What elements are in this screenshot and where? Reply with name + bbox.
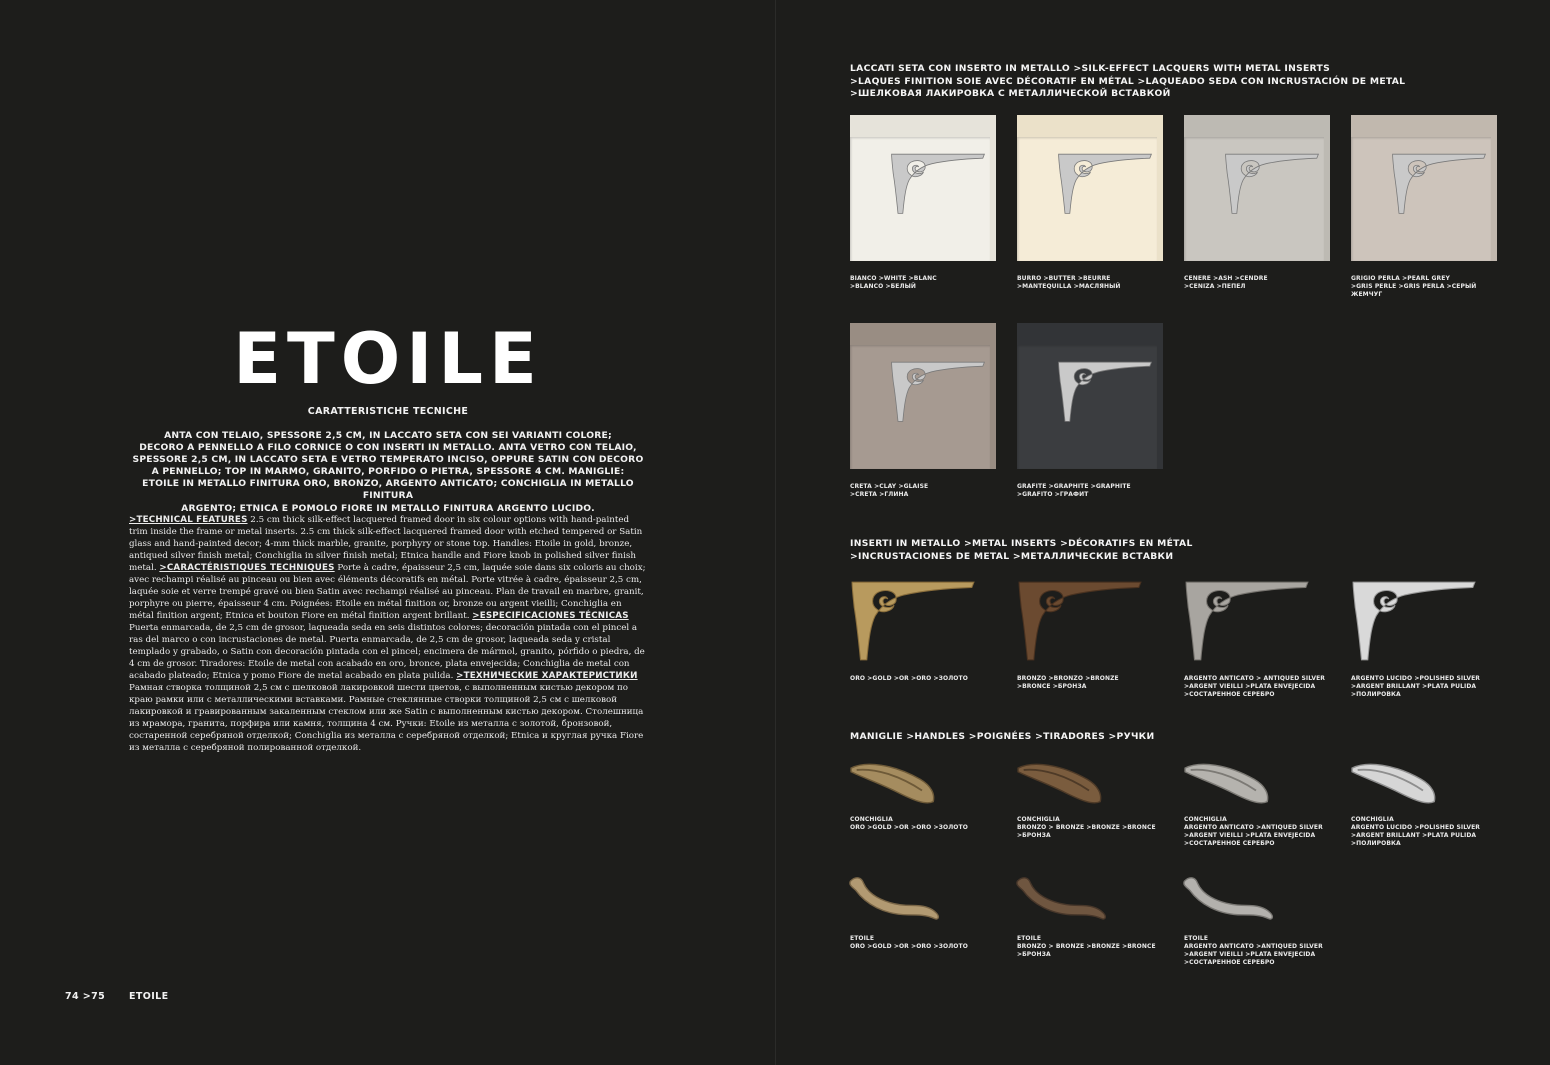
etoile-caption-line: ETOILE: [850, 935, 875, 942]
page-title: ETOILE: [233, 318, 543, 400]
es-text: Puerta enmarcada, de 2,5 cm de grosor, laqueada seda en seis distintos colores; decoración pintada con el pincel a ras del marco o con incrustaciones de metal. Puerta enmarcada, de 2,5 cm de grosor, laqueada seda y cristal templado y grabado, o Satin con decoración pintada con el pincel; encimera de mármol, granito, pórfido o piedra, de 4 cm de grosor. Tiradores: Etoile de metal con acabado en oro, bronce, plata envejecida; Conchiglia de metal con acabado plateado; Etnica y pomo Fiore de metal acabado en plata pulida.: [129, 623, 645, 681]
en-header: >TECHNICAL FEATURES: [129, 515, 248, 525]
conchiglia-handle-icon: [1013, 755, 1123, 815]
lacquer-caption-line: BIANCO >WHITE >BLANC: [850, 275, 937, 282]
etoile-caption-line: >СОСТАРЕННОЕ СЕРЕБРО: [1184, 959, 1275, 966]
lacquer-caption: [850, 275, 937, 291]
etoile-caption-line: >ARGENT VIEILLI >PLATA ENVEJECIDA: [1184, 951, 1316, 958]
insert-caption-line: BRONZO >BRONZO >BRONZE: [1017, 675, 1119, 682]
conchiglia-caption-line: CONCHIGLIA: [1184, 816, 1227, 823]
insert-caption-line: ARGENTO LUCIDO >POLISHED SILVER: [1351, 675, 1480, 682]
running-title: ETOILE: [129, 991, 169, 1002]
lacquer-caption-line: CENERE >ASH >CENDRE: [1184, 275, 1268, 282]
lacquer-caption-line: >GRAFITO >ГРАФИТ: [1017, 491, 1089, 498]
insert-caption: [850, 675, 968, 683]
conchiglia-caption: [850, 816, 968, 832]
intro-line: A PENNELLO; TOP IN MARMO, GRANITO, PORFIDO O PIETRA, SPESSORE 4 CM. MANIGLIE:: [151, 466, 625, 478]
lacquer-caption-line: >BLANCO >БЕЛЫЙ: [850, 283, 917, 290]
etoile-caption-line: >БРОНЗА: [1017, 951, 1051, 958]
etoile-handle-icon: [1013, 870, 1123, 930]
lacquers-title-line: >ШЕЛКОВАЯ ЛАКИРОВКА С МЕТАЛЛИЧЕСКОЙ ВСТАВКОЙ: [850, 88, 1171, 99]
door-frame-top: [850, 323, 996, 345]
conchiglia-caption: [1184, 816, 1323, 848]
en-text: 2.5 cm thick silk-effect lacquered framed door in six colour options with hand-painted trim inside the frame or metal inserts. 2.5 cm thick silk-effect lacquered framed door with etched tempered or Satin glass and hand-painted decor; 4-mm thick marble, granite, porphyry or stone top. Handles: Etoile in gold, bronze, antiqued silver finish metal; Conchiglia in silver finish metal; Etnica handle and Fiore knob in polished silver finish metal.: [129, 515, 643, 573]
metal-insert-icon: [1351, 578, 1481, 668]
es-header: >ESPECIFICACIONES TÉCNICAS: [472, 611, 629, 621]
conchiglia-caption-line: >ARGENT VIEILLI >PLATA ENVEJECIDA: [1184, 832, 1316, 839]
etoile-caption: [1184, 935, 1323, 967]
ru-header: >ТЕХНИЧЕСКИЕ ХАРАКТЕРИСТИКИ: [456, 671, 638, 681]
lacquer-caption-line: >CRETA >ГЛИНА: [850, 491, 909, 498]
metal-ornament-icon: [1057, 359, 1137, 439]
lacquer-swatch: [1184, 115, 1330, 261]
lacquer-caption-line: GRAFITE >GRAPHITE >GRAPHITE: [1017, 483, 1131, 490]
conchiglia-caption-line: BRONZO > BRONZE >BRONZE >BRONCE: [1017, 824, 1156, 831]
door-frame-top: [1017, 323, 1163, 345]
conchiglia-caption-line: >ARGENT BRILLANT >PLATA PULIDA: [1351, 832, 1477, 839]
lacquer-caption-line: ЖЕМЧУГ: [1351, 291, 1383, 298]
metal-insert-icon: [850, 578, 980, 668]
lacquer-swatch: [850, 323, 996, 469]
conchiglia-caption: [1351, 816, 1480, 848]
lacquer-caption-line: BURRO >BUTTER >BEURRE: [1017, 275, 1111, 282]
inserts-title-line: >INCRUSTACIONES DE METAL >МЕТАЛЛИЧЕСКИЕ ВСТАВКИ: [850, 550, 1174, 562]
insert-caption-line: >СОСТАРЕННОЕ СЕРЕБРО: [1184, 691, 1275, 698]
intro-line: DECORO A PENNELLO A FILO CORNICE O CON INSERTI IN METALLO. ANTA VETRO CON TELAIO,: [139, 442, 637, 454]
multilingual-body: [129, 514, 647, 754]
insert-caption-line: >BRONCE >БРОНЗА: [1017, 683, 1087, 690]
conchiglia-caption-line: CONCHIGLIA: [1351, 816, 1394, 823]
door-frame-top: [1017, 115, 1163, 137]
door-frame-top: [850, 115, 996, 137]
lacquer-caption-line: >MANTEQUILLA >МАСЛЯНЫЙ: [1017, 283, 1121, 290]
etoile-handle-icon: [1180, 870, 1290, 930]
lacquer-swatch: [850, 115, 996, 261]
intro-line: ETOILE IN METALLO FINITURA ORO, BRONZO, ARGENTO ANTICATO; CONCHIGLIA IN METALLO FINITURA: [142, 478, 634, 502]
conchiglia-handle-icon: [1180, 755, 1290, 815]
lacquer-caption: [1017, 483, 1131, 499]
metal-ornament-icon: [1057, 151, 1137, 231]
door-frame-top: [1184, 115, 1330, 137]
conchiglia-caption-line: ARGENTO LUCIDO >POLISHED SILVER: [1351, 824, 1480, 831]
etoile-caption: [850, 935, 968, 951]
etoile-caption-line: ARGENTO ANTICATO >ANTIQUED SILVER: [1184, 943, 1323, 950]
insert-caption-line: ORO >GOLD >OR >ORO >ЗОЛОТО: [850, 675, 968, 682]
lacquer-caption: [1017, 275, 1121, 291]
handles-title: MANIGLIE >HANDLES >POIGNÉES >TIRADORES >РУЧКИ: [850, 731, 1155, 742]
lacquers-title-line: >LAQUES FINITION SOIE AVEC DÉCORATIF EN MÉTAL >LAQUEADO SEDA CON INCRUSTACIÓN DE METAL: [850, 75, 1406, 87]
conchiglia-caption-line: ORO >GOLD >OR >ORO >ЗОЛОТО: [850, 824, 968, 831]
conchiglia-caption-line: CONCHIGLIA: [850, 816, 893, 823]
lacquers-title-line: LACCATI SETA CON INSERTO IN METALLO >SILK-EFFECT LACQUERS WITH METAL INSERTS: [850, 63, 1331, 74]
lacquer-swatch: [1351, 115, 1497, 261]
intro-line: ARGENTO; ETNICA E POMOLO FIORE IN METALLO FINITURA ARGENTO LUCIDO.: [181, 502, 595, 514]
inserts-title: [850, 538, 1193, 563]
lacquers-title: [850, 63, 1405, 101]
lacquer-caption: [1184, 275, 1268, 291]
conchiglia-caption-line: >СОСТАРЕННОЕ СЕРЕБРО: [1184, 840, 1275, 847]
inserts-title-line: INSERTI IN METALLO >METAL INSERTS >DÉCORATIFS EN MÉTAL: [850, 538, 1193, 549]
lacquer-caption-line: CRETA >CLAY >GLAISE: [850, 483, 929, 490]
page-numbers: 74 >75: [65, 991, 106, 1002]
etoile-caption-line: BRONZO > BRONZE >BRONZE >BRONCE: [1017, 943, 1156, 950]
etoile-caption-line: ETOILE: [1017, 935, 1042, 942]
etoile-caption: [1017, 935, 1156, 959]
conchiglia-caption-line: ARGENTO ANTICATO >ANTIQUED SILVER: [1184, 824, 1323, 831]
insert-caption-line: >ARGENT VIEILLI >PLATA ENVEJECIDA: [1184, 683, 1316, 690]
metal-insert-icon: [1017, 578, 1147, 668]
lacquer-caption: [1351, 275, 1476, 299]
conchiglia-caption-line: CONCHIGLIA: [1017, 816, 1060, 823]
insert-caption-line: ARGENTO ANTICATO > ANTIQUED SILVER: [1184, 675, 1326, 682]
conchiglia-caption: [1017, 816, 1156, 840]
intro-line: SPESSORE 2,5 CM, IN LACCATO SETA E VETRO TEMPERATO INCISO, OPPURE SATIN CON DECORO: [132, 454, 644, 466]
metal-ornament-icon: [1224, 151, 1304, 231]
insert-caption: [1184, 675, 1325, 699]
etoile-caption-line: ETOILE: [1184, 935, 1209, 942]
door-frame-top: [1351, 115, 1497, 137]
lacquer-caption-line: >GRIS PERLE >GRIS PERLA >СЕРЫЙ: [1351, 283, 1477, 290]
metal-ornament-icon: [890, 359, 970, 439]
metal-insert-icon: [1184, 578, 1314, 668]
conchiglia-caption-line: >БРОНЗА: [1017, 832, 1051, 839]
ru-text: Рамная створка толщиной 2,5 см с шелковой лакировкой шести цветов, с выполненным кистью декором по краю рамки или с металлическими вставками. Рамные стеклянные створки толщиной 2,5 см с шелковой лакировкой и гравированным закаленным стеклом или же Satin с выполненным кистью декором. Столешница из мрамора, гранита, порфира или камня, толщина 4 см. Ручки: Etoile из металла с золотой, бронзовой, состаренной серебряной отделкой; Conchiglia из металла с серебряной отделкой; Etnica и круглая ручка Fiore из металла с серебряной полированной отделкой.: [129, 683, 644, 753]
insert-caption-line: >ARGENT BRILLANT >PLATA PULIDA: [1351, 683, 1477, 690]
conchiglia-handle-icon: [846, 755, 956, 815]
intro-text: [130, 430, 646, 515]
etoile-caption-line: ORO >GOLD >OR >ORO >ЗОЛОТО: [850, 943, 968, 950]
right-page: [776, 0, 1550, 1065]
fr-text: Porte à cadre, épaisseur 2,5 cm, laquée soie dans six coloris au choix; avec rechampi réalisé au pinceau ou bien avec éléments décoratifs en métal. Porte vitrée à cadre, épaisseur 2,5 cm, laquée soie et verre trempé gravé ou bien Satin avec rechampi réalisé au pinceau. Plan de travail en marbre, granit, porphyre ou pierre, épaisseur 4 cm. Poignées: Etoile en métal finition or, bronze ou argent vieilli; Conchiglia en métal finition argent; Etnica et bouton Fiore en métal finition argent brillant.: [129, 563, 646, 621]
lacquer-caption-line: >CENIZA >ПЕПЕЛ: [1184, 283, 1246, 290]
lacquer-caption-line: GRIGIO PERLA >PEARL GREY: [1351, 275, 1450, 282]
conchiglia-caption-line: >ПОЛИРОВКА: [1351, 840, 1401, 847]
metal-ornament-icon: [890, 151, 970, 231]
lacquer-swatch: [1017, 115, 1163, 261]
insert-caption-line: >ПОЛИРОВКА: [1351, 691, 1401, 698]
conchiglia-handle-icon: [1347, 755, 1457, 815]
etoile-handle-icon: [846, 870, 956, 930]
insert-caption: [1017, 675, 1119, 691]
lacquer-swatch: [1017, 323, 1163, 469]
insert-caption: [1351, 675, 1480, 699]
fr-header: >CARACTÉRISTIQUES TECHNIQUES: [159, 563, 335, 573]
metal-ornament-icon: [1391, 151, 1471, 231]
tech-subtitle: CARATTERISTICHE TECNICHE: [307, 406, 469, 417]
intro-line: ANTA CON TELAIO, SPESSORE 2,5 CM, IN LACCATO SETA CON SEI VARIANTI COLORE;: [164, 430, 612, 441]
lacquer-caption: [850, 483, 928, 499]
